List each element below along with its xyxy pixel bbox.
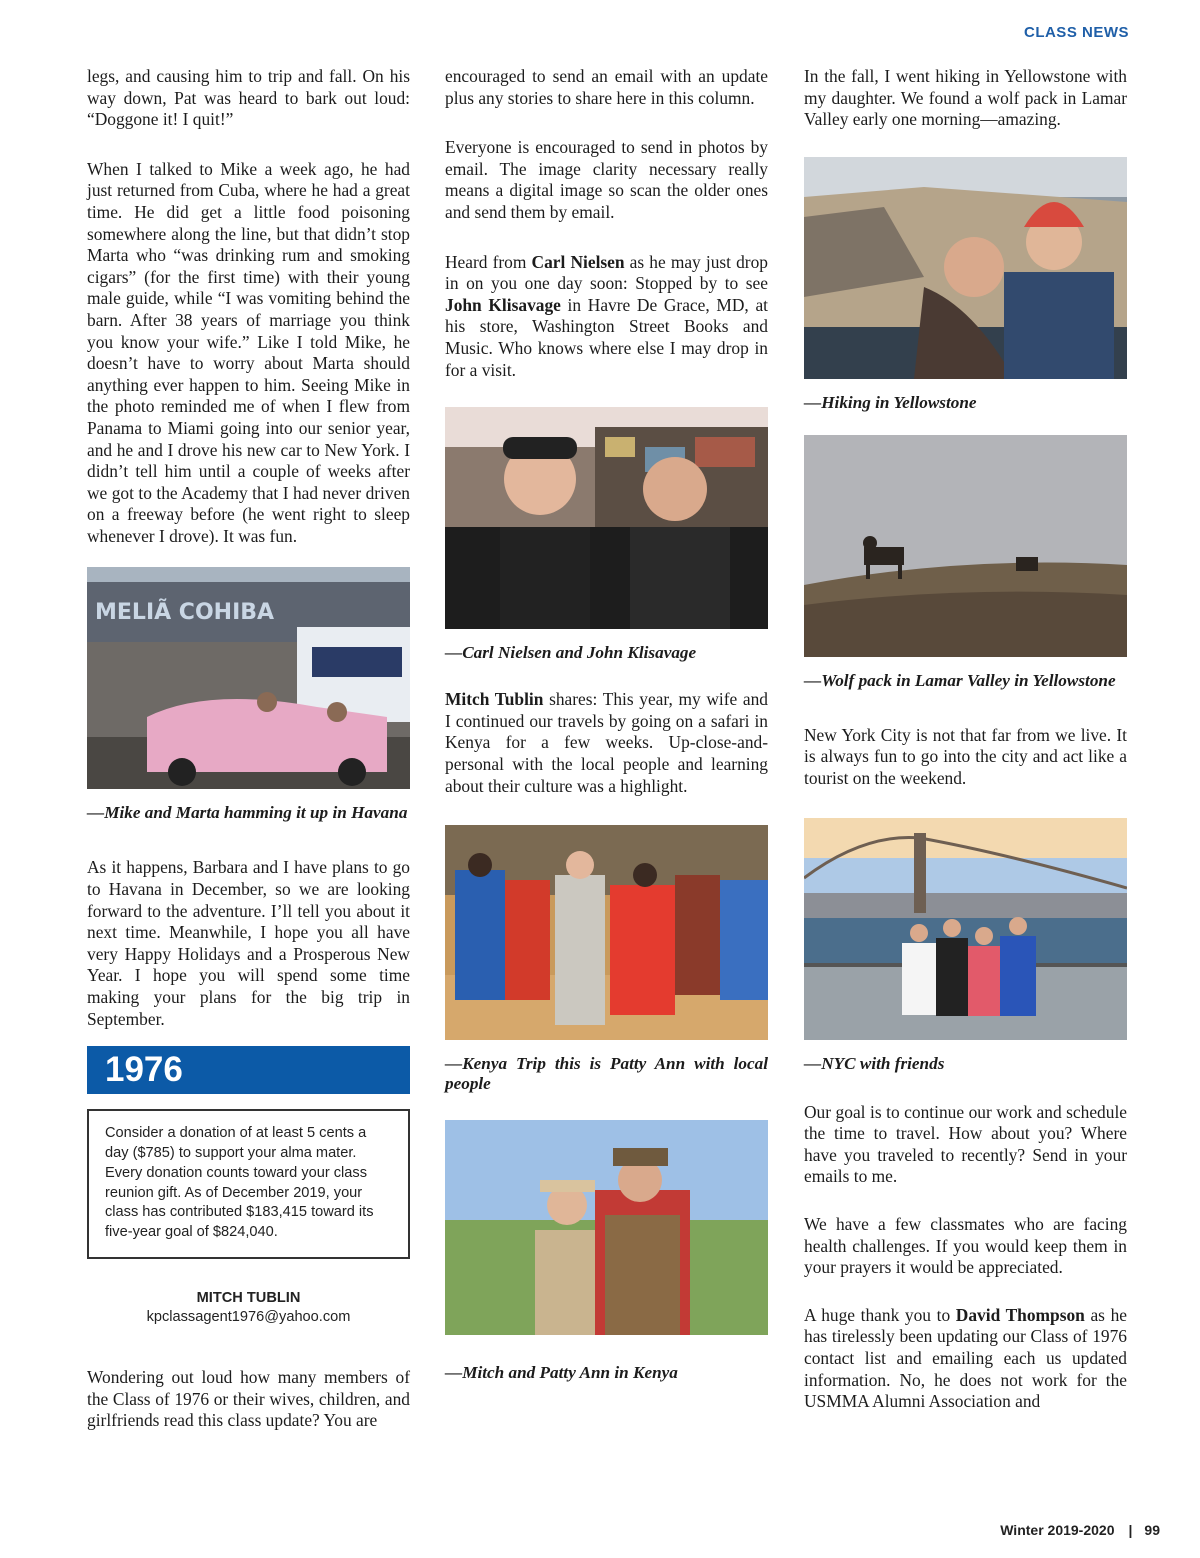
- photo-kenya-group: [445, 825, 768, 1040]
- paragraph: encouraged to send an email with an update plus any stories to share here in this column.: [445, 66, 768, 108]
- paragraph: A huge thank you to David Thompson as he has tirelessly been updating our Class of 1976 contact list and emailing each us updated information. No, he does not work for the USMMA Alumni Association and: [804, 1304, 1127, 1412]
- photo-nyc: [804, 818, 1127, 1040]
- paragraph: When I talked to Mike a week ago, he had just returned from Cuba, where he had a great time. He did get a little food poisoning somewhere along the line, but that didn’t stop Marta who “was drinking rum and smoking cigars” (for the first time) with their young male guide, while “I was vomiting behind the barn. After 38 years of marriage you think you know your wife.” Like I told Mike, he doesn’t have to worry about Marta should anything ever happen to him. Seeing Mike in the photo reminded me of when I flew from Panama to Miami going into our senior year, and he and I drove his new car to New York. I didn’t tell him until a couple of weeks after we got to the Academy that I had never driven on a freeway before (he went right to sleep whenever I drove). It was fun.: [87, 158, 410, 546]
- donation-box: Consider a donation of at least 5 cents a day ($785) to support your alma mater. Every donation counts toward your class reunion gift. As of December 2019, your class has contributed $183,415 toward its five-year goal of $824,040.: [87, 1109, 410, 1259]
- photo-wolf-pack: [804, 435, 1127, 657]
- column-3: [804, 66, 1127, 1413]
- class-year-heading: 1976: [87, 1046, 410, 1094]
- paragraph: Heard from Carl Nielsen as he may just drop in on you one day soon: Stopped by to see John Klisavage in Havre De Grace, MD, at his store, Washington Street Books and Music. Who knows where else I may drop in for a visit.: [445, 251, 768, 380]
- photo-caption: —Kenya Trip this is Patty Ann with local people: [445, 1054, 768, 1094]
- class-agent: [87, 1289, 410, 1327]
- paragraph: Our goal is to continue our work and schedule the time to travel. How about you? Where have you traveled to recently? Send in your emails to me.: [804, 1101, 1127, 1187]
- person-name: Mitch Tublin: [445, 689, 544, 710]
- photo-caption: —Wolf pack in Lamar Valley in Yellowstone: [804, 670, 1116, 690]
- page-footer: [1000, 1522, 1160, 1538]
- photo-caption: —Mike and Marta hamming it up in Havana: [87, 803, 408, 823]
- paragraph: Mitch Tublin shares: This year, my wife and I continued our travels by going on a safari in Kenya for a few weeks. Up-close-and-personal with the local people and learning about their culture was a highlight.: [445, 689, 768, 796]
- paragraph: We have a few classmates who are facing health challenges. If you would keep them in your prayers it would be appreciated.: [804, 1213, 1127, 1278]
- photo-caption: —Carl Nielsen and John Klisavage: [445, 643, 697, 663]
- person-name: David Thompson: [955, 1304, 1085, 1325]
- person-name: John Klisavage: [445, 294, 561, 315]
- photo-yellowstone-hike: [804, 157, 1127, 379]
- paragraph: As it happens, Barbara and I have plans to go to Havana in December, so we are looking forward to the adventure. I’ll tell you about it next time. Meanwhile, I hope you all have very Happy Holidays and a Prosperous New Year. I hope you will spend some time making your plans for the big trip in September.: [87, 857, 410, 1029]
- photo-caption: —Mitch and Patty Ann in Kenya: [445, 1363, 678, 1383]
- section-label: CLASS NEWS: [1023, 24, 1129, 41]
- agent-name: MITCH TUBLIN: [196, 1290, 301, 1306]
- hotel-sign-text: MELIÃ COHIBA: [95, 600, 275, 626]
- paragraph: Everyone is encouraged to send in photos by email. The image clarity necessary really means a digital image so scan the older ones and send them by email.: [445, 137, 768, 222]
- paragraph: In the fall, I went hiking in Yellowstone with my daughter. We found a wolf pack in Lamar Valley early one morning—amazing.: [804, 66, 1127, 130]
- photo-caption: —Hiking in Yellowstone: [804, 392, 977, 412]
- page-number: 99: [1144, 1522, 1160, 1538]
- photo-kenya-couple: [445, 1120, 768, 1335]
- footer-separator: |: [1128, 1522, 1133, 1538]
- column-2: [445, 66, 768, 1383]
- paragraph: Wondering out loud how many members of the Class of 1976 or their wives, children, and girlfriends read this class update? You are: [87, 1367, 410, 1431]
- column-1: [87, 66, 410, 1432]
- agent-email[interactable]: kpclassagent1976@yahoo.com: [146, 1309, 351, 1325]
- paragraph: New York City is not that far from we live. It is always fun to go into the city and act like a tourist on the weekend.: [804, 724, 1127, 788]
- photo-caption: —NYC with friends: [804, 1053, 945, 1073]
- issue-label: Winter 2019-2020: [1000, 1522, 1115, 1538]
- photo-havana: [87, 567, 410, 789]
- person-name: Carl Nielsen: [531, 251, 625, 272]
- photo-bookstore: [445, 407, 768, 629]
- paragraph: legs, and causing him to trip and fall. On his way down, Pat was heard to bark out loud: “Doggone it! I quit!”: [87, 66, 410, 130]
